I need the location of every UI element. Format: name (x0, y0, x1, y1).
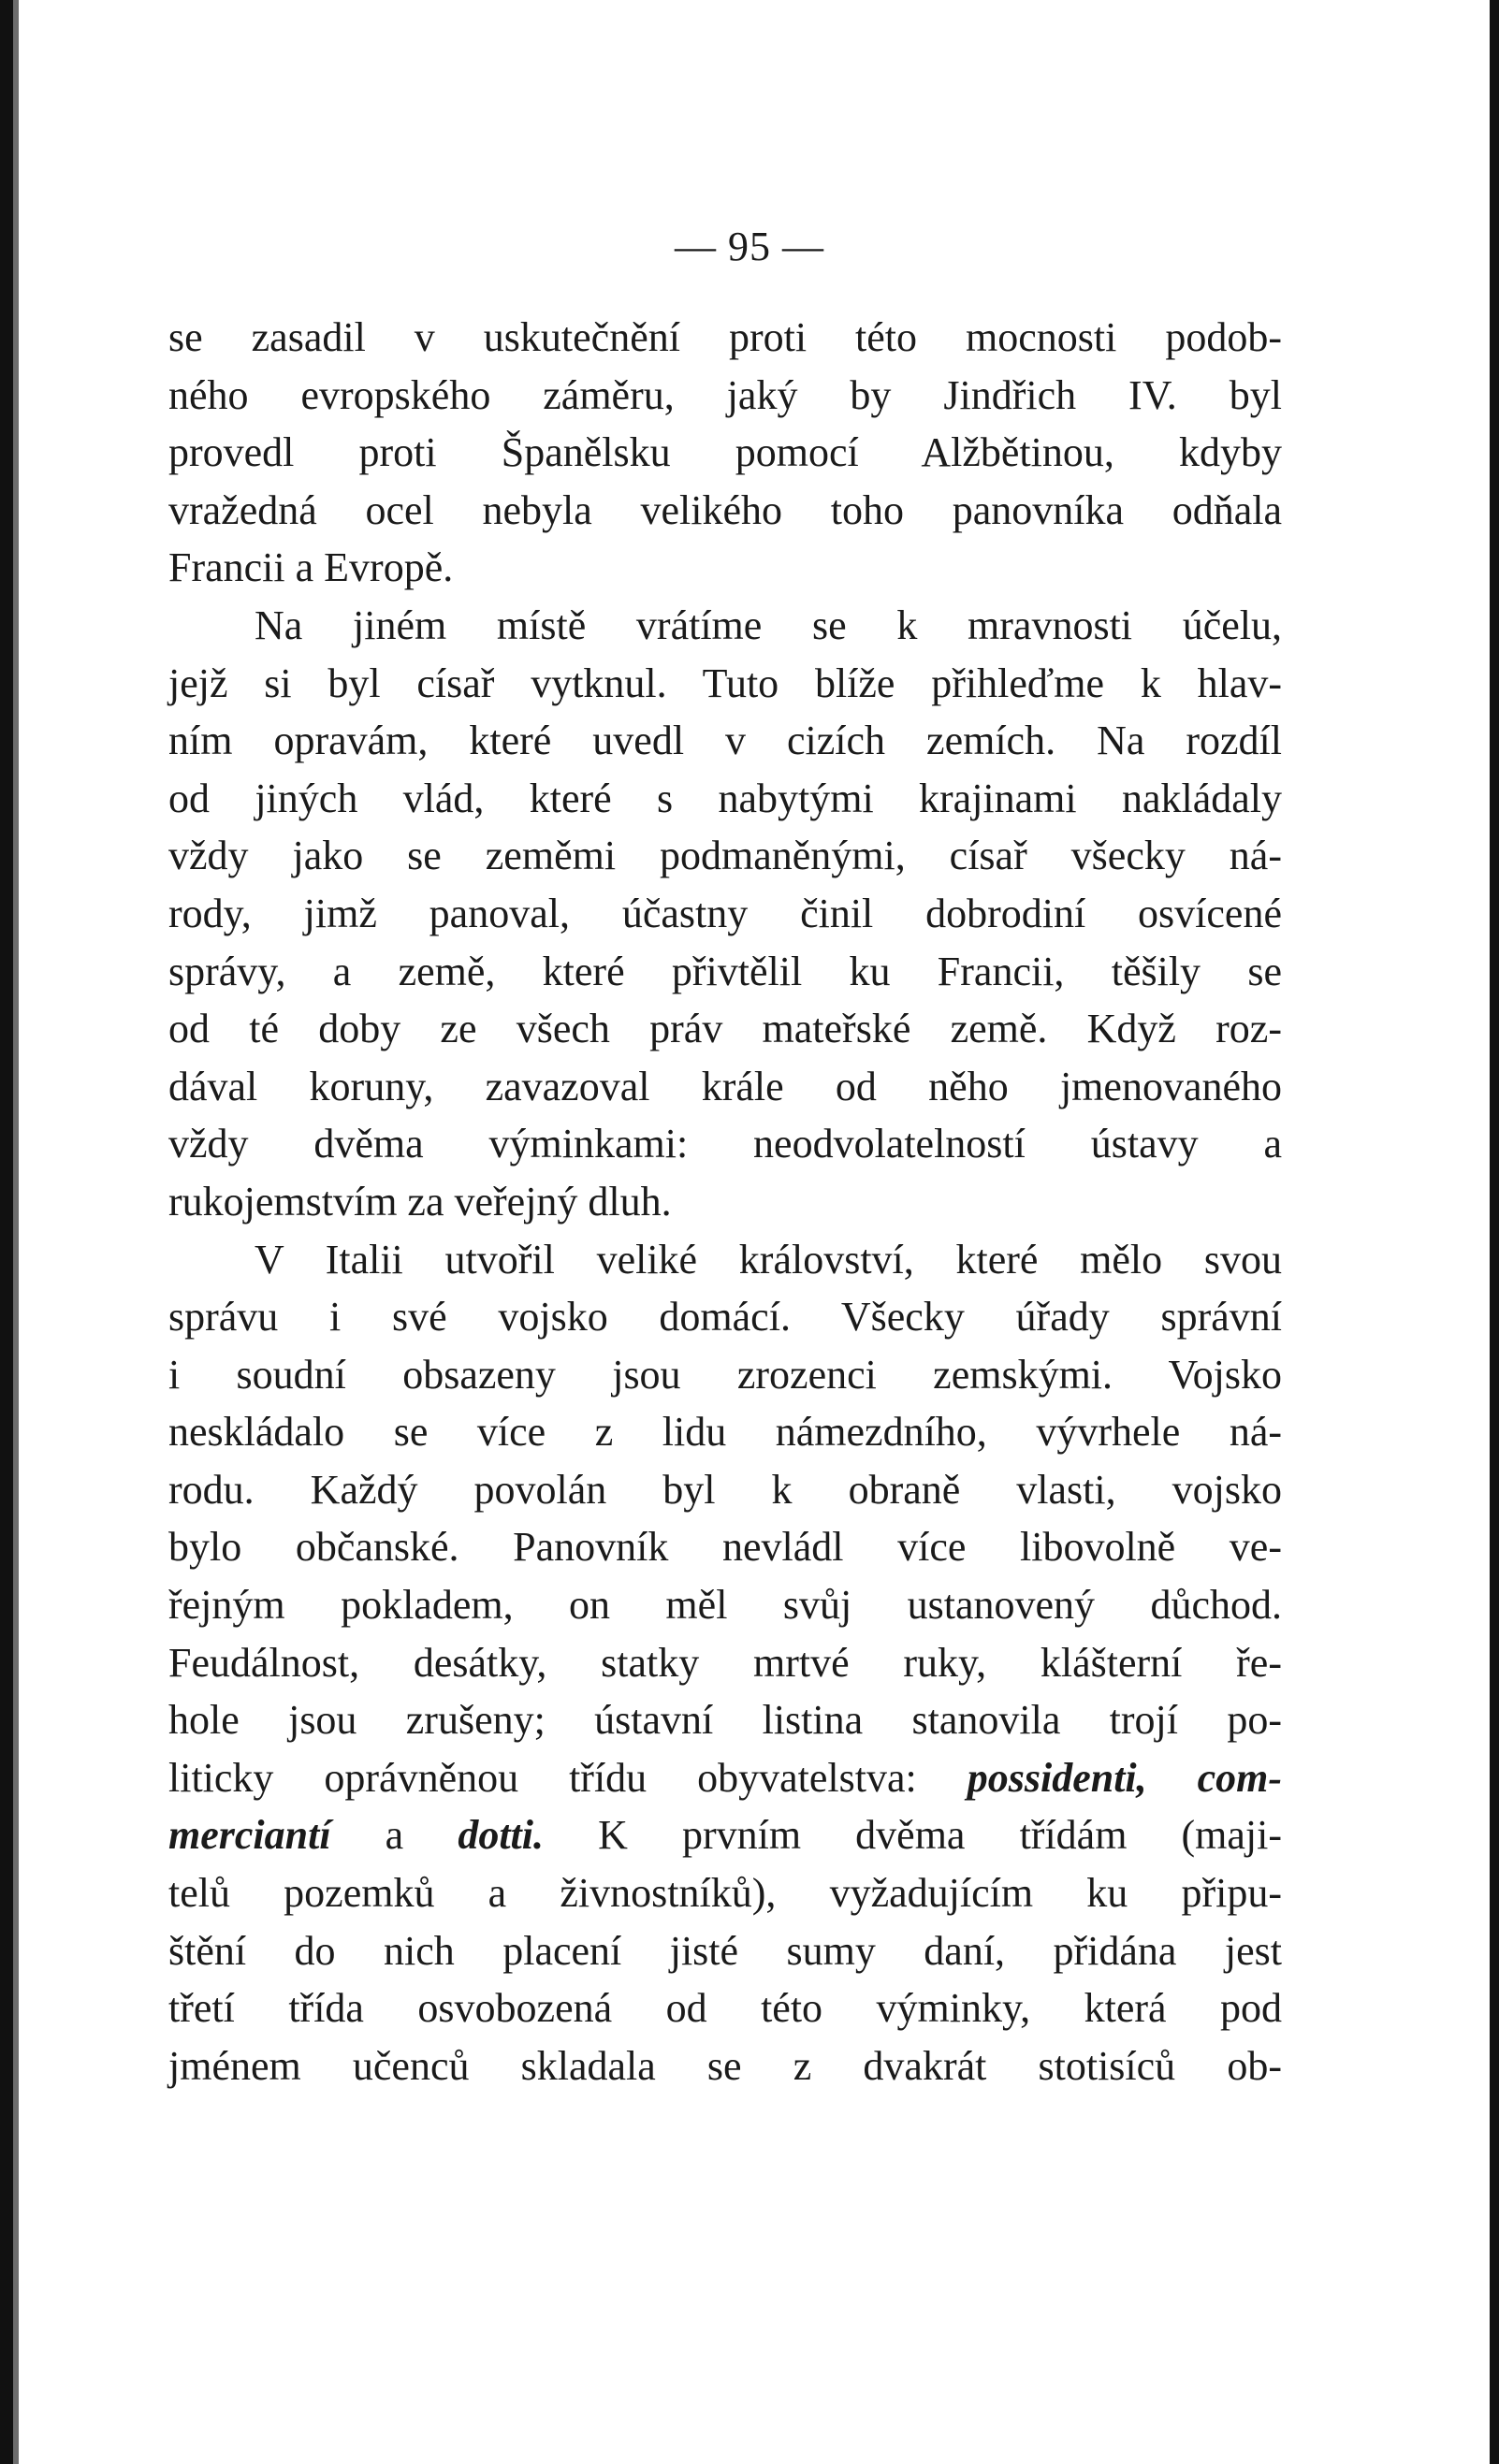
text-line: dával koruny, zavazoval krále od něho jmenovaného (168, 1063, 1282, 1109)
text-segment: K prvním dvěma třídám (maji- (598, 1812, 1283, 1859)
scan-edge-left (0, 0, 13, 2464)
text-line: rukojemstvím za veřejný dluh. (168, 1178, 672, 1225)
text-line: vždy jako se zeměmi podmaněnými, císař všecky ná- (168, 833, 1282, 879)
italic-term: possidenti, com- (967, 1754, 1283, 1801)
text-line: rodu. Každý povolán byl k obraně vlasti, vojsko (168, 1466, 1282, 1513)
text-line-mixed (168, 1749, 1282, 1807)
text-line: správy, a země, které přivtělil ku Francii, těšily se (168, 948, 1282, 994)
text-line: hole jsou zrušeny; ústavní listina stanovila trojí po- (168, 1697, 1282, 1744)
text-line: jejž si byl císař vytknul. Tuto blíže přihleďme k hlav- (168, 659, 1282, 706)
text-line: Francii a Evropě. (168, 544, 454, 591)
text-line: bylo občanské. Panovník nevládl více libovolně ve- (168, 1524, 1282, 1571)
text-line: provedl proti Španělsku pomocí Alžbětinou, kdyby (168, 429, 1282, 476)
text-line: ného evropského záměru, jaký by Jindřich IV. byl (168, 371, 1282, 418)
text-line: třetí třída osvobozená od této výminky, která pod (168, 1985, 1282, 2032)
text-line: neskládalo se více z lidu námezdního, vývrhele ná- (168, 1409, 1282, 1456)
text-line: vražedná ocel nebyla velikého toho panovníka odňala (168, 486, 1282, 533)
text-line: ním opravám, které uvedl v cizích zemích. Na rozdíl (168, 717, 1282, 764)
text-line: i soudní obsazeny jsou zrozenci zemskými. Vojsko (168, 1351, 1282, 1398)
italic-term: dotti. (458, 1812, 544, 1859)
text-segment: liticky oprávněnou třídu obyvatelstva: (168, 1754, 917, 1801)
text-line: jménem učenců skladala se z dvakrát stotisíců ob- (168, 2042, 1282, 2089)
text-segment: a (385, 1812, 404, 1859)
text-line: se zasadil v uskutečnění proti této mocnosti podob- (168, 314, 1282, 360)
scan-edge-right (1490, 0, 1499, 2464)
text-line: štění do nich placení jisté sumy daní, přidána jest (168, 1927, 1282, 1974)
text-line: správu i své vojsko domácí. Všecky úřady správní (168, 1294, 1282, 1341)
text-line: vždy dvěma výminkami: neodvolatelností ústavy a (168, 1121, 1282, 1167)
text-line-mixed (168, 1806, 1282, 1864)
text-line: telů pozemků a živnostníků), vyžadujícím ku připu- (168, 1870, 1282, 1917)
body-text (168, 309, 1282, 2094)
text-line: V Italii utvořil veliké království, které mělo svou (255, 1236, 1282, 1283)
scan-edge-left-shadow (13, 0, 19, 2464)
italic-term: merciantí (168, 1812, 331, 1859)
text-line: Feudálnost, desátky, statky mrtvé ruky, klášterní ře- (168, 1639, 1282, 1686)
text-line: Na jiném místě vrátíme se k mravnosti účelu, (255, 602, 1282, 648)
text-line: od té doby ze všech práv mateřské země. Když roz- (168, 1006, 1282, 1052)
text-line: rody, jimž panoval, účastny činil dobrodiní osvícené (168, 890, 1282, 936)
page-number: — 95 — (675, 224, 824, 269)
text-line: od jiných vlád, které s nabytými krajinami nakládaly (168, 775, 1282, 821)
text-line: řejným pokladem, on měl svůj ustanovený důchod. (168, 1582, 1282, 1629)
